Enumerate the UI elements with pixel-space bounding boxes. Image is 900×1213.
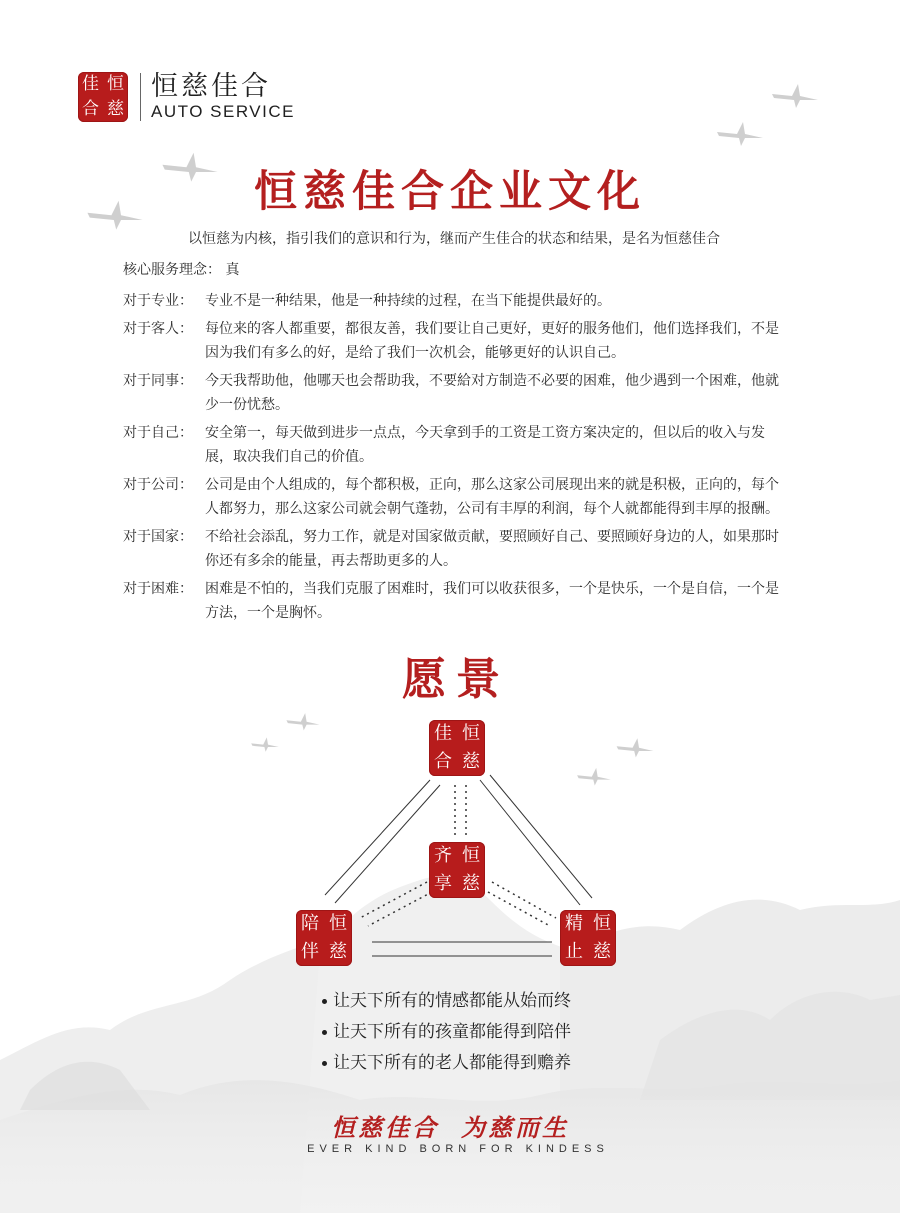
seal-char: 恒 (593, 913, 611, 934)
seal-char: 伴 (301, 941, 319, 962)
slogan-part2: 为慈而生 (461, 1113, 569, 1142)
vision-seal-left (296, 910, 352, 966)
vision-bullet-list (322, 986, 571, 1079)
seal-char: 慈 (462, 873, 480, 894)
seal-char: 陪 (301, 913, 319, 934)
vision-bullet-text: 让天下所有的情感都能从始而终 (333, 991, 571, 1011)
value-label: 对于自己： (123, 425, 193, 441)
slogan (0, 1108, 900, 1143)
seal-char: 佳 (434, 723, 452, 744)
value-text: 今天我帮助他，他哪天也会帮助我，不要給对方制造不必要的困难，他少遇到一个困难，他就少一份忧愁。 (205, 373, 779, 413)
slogan-english: EVER KIND BORN FOR KINDESS (307, 1143, 609, 1155)
brand-name-cn: 恒慈佳合 (151, 71, 271, 102)
seal-char: 合 (82, 99, 99, 119)
seal-char: 慈 (107, 99, 124, 119)
vision-bullet (322, 1017, 571, 1048)
bullet-dot-icon (322, 1061, 327, 1066)
seal-char: 止 (565, 941, 583, 962)
vision-title: 愿景 (402, 654, 510, 705)
vision-seal-right (560, 910, 616, 966)
seal-char: 恒 (329, 913, 347, 934)
value-text: 专业不是一种结果，他是一种持续的过程，在当下能提供最好的。 (205, 293, 611, 309)
seal-char: 慈 (462, 751, 480, 772)
tagline: 以恒慈为内核，指引我们的意识和行为，继而产生佳合的状态和结果，是名为恒慈佳合 (188, 231, 720, 247)
value-text: 安全第一，每天做到进步一点点，今天拿到手的工资是工资方案决定的，但以后的收入与发展，取决我们自己的价值。 (205, 425, 765, 465)
seal-char: 慈 (593, 941, 611, 962)
seal-char: 恒 (107, 74, 124, 94)
value-label: 对于专业： (123, 293, 193, 309)
bullet-dot-icon (322, 999, 327, 1004)
seal-char: 齐 (434, 845, 452, 866)
value-label: 对于困难： (123, 581, 193, 597)
seal-char: 慈 (329, 941, 347, 962)
page-title: 恒慈佳合企业文化 (254, 167, 646, 217)
bullet-dot-icon (322, 1030, 327, 1035)
seal-char: 享 (434, 873, 452, 894)
seal-char: 佳 (82, 74, 99, 94)
value-label: 对于国家： (123, 529, 193, 545)
slogan-part1: 恒慈佳合 (331, 1113, 439, 1142)
value-label: 对于同事： (123, 373, 193, 389)
vision-bullet-text: 让天下所有的老人都能得到赡养 (333, 1053, 571, 1073)
value-label: 对于公司： (123, 477, 193, 493)
vision-bullet (322, 1048, 571, 1079)
value-label: 对于客人： (123, 321, 193, 337)
value-text: 每位来的客人都重要，都很友善，我们要让自己更好，更好的服务他们，他们选择我们，不是因为我们有多么的好，是给了我们一次机会，能够更好的认识自己。 (205, 321, 779, 361)
vision-bullet-text: 让天下所有的孩童都能得到陪伴 (333, 1022, 571, 1042)
brand-name-en: AUTO SERVICE (151, 102, 295, 121)
seal-char: 精 (565, 913, 583, 934)
seal-char: 恒 (462, 723, 480, 744)
vision-seal-middle (429, 842, 485, 898)
value-text: 困难是不怕的，当我们克服了困难时，我们可以收获很多，一个是快乐，一个是自信，一个是方法，一个是胸怀。 (205, 581, 779, 621)
value-text: 公司是由个人组成的，每个都积极，正向，那么这家公司展现出来的就是积极，正向的，每个人都努力，那么这家公司就会朝气蓬勃，公司有丰厚的利润，每个人就都能得到丰厚的报酬。 (205, 477, 779, 517)
seal-char: 合 (434, 751, 452, 772)
core-concept-value: 真 (225, 262, 240, 278)
value-text: 不给社会添乱，努力工作，就是对国家做贡献，要照顾好自己、要照顾好身边的人，如果那时你还有多余的能量，再去帮助更多的人。 (205, 529, 779, 569)
core-concept-label: 核心服务理念： (123, 262, 221, 278)
vision-bullet (322, 986, 571, 1017)
vision-seal-top (429, 720, 485, 776)
seal-char: 恒 (462, 845, 480, 866)
